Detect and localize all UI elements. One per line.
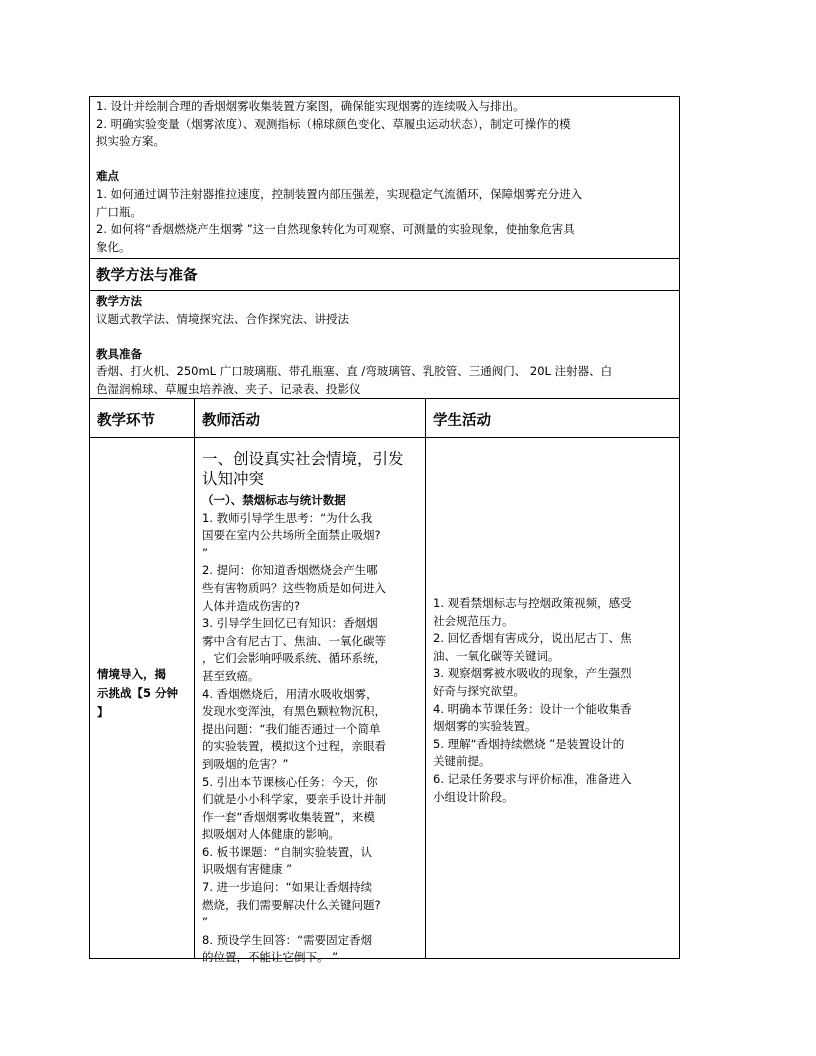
key-points-row	[89, 96, 680, 258]
text-line: 象化。	[96, 239, 131, 254]
key-points-list-a	[90, 97, 679, 256]
text-line: 识吸烟有害健康 ”	[202, 862, 293, 877]
student-activity-cell	[426, 438, 679, 958]
methods-content-row	[89, 290, 680, 398]
text-line: ，它们会影响呼吸系统、循环系统，	[202, 651, 386, 666]
text-line: 香烟、打火机、250mL 广口玻璃瓶、带孔瓶塞、直 /弯玻璃管、乳胶管、三通阀门、 20L 注射器、白	[96, 364, 613, 379]
header-stage: 教学环节	[90, 399, 195, 437]
text-line: 些有害物质吗？这些物质是如何进入	[202, 580, 386, 595]
text-line: 雾中含有尼古丁、焦油、一氧化碳等	[202, 633, 386, 648]
text-line: 的实验装置，模拟这个过程，亲眼看	[202, 739, 386, 754]
lesson-plan-table	[89, 96, 680, 965]
text-line: 提出问题：“我们能否通过一个简单	[202, 721, 381, 736]
text-line: 到吸烟的危害？”	[202, 756, 289, 771]
text-line: 2. 如何将“香烟燃烧产生烟雾 ”这一自然现象转化为可观察、可测量的实验现象，使抽象危害具	[96, 222, 575, 237]
text-line: 2. 明确实验变量（烟雾浓度）、观测指标（棉球颜色变化、草履虫运动状态），制定可操作的模	[96, 116, 571, 131]
stage-cell	[90, 438, 195, 958]
method-text: 议题式教学法、情境探究法、合作探究法、讲授法	[96, 311, 349, 326]
text-line: 拟实验方案。	[96, 134, 165, 149]
methods-heading-row	[89, 258, 680, 290]
difficulty-title: 难点	[96, 169, 119, 184]
method-title: 教学方法	[96, 294, 142, 308]
teacher-activity-cell	[195, 438, 426, 965]
text-line: 作一套“香烟烟雾收集装置”，来模	[202, 809, 375, 824]
teacher-subtitle: （一）、禁烟标志与统计数据	[202, 493, 346, 507]
text-line: ”	[202, 915, 208, 930]
text-line: 油、一氧化碳等关键词。	[433, 648, 560, 663]
text-line: 7. 进一步追问：“如果让香烟持续	[202, 880, 373, 895]
header-teacher: 教师活动	[195, 399, 426, 437]
text-line: 拟吸烟对人体健康的影响。	[202, 827, 340, 842]
text-line: 国要在室内公共场所全面禁止吸烟?	[202, 528, 381, 543]
text-line: 1. 如何通过调节注射器推拉速度，控制装置内部压强差，实现稳定气流循环，保障烟雾充分进入	[96, 186, 583, 201]
text-line: 5. 理解“香烟持续燃烧 ”是装置设计的	[433, 736, 625, 751]
text-line: 4. 香烟燃烧后，用清水吸收烟雾，	[202, 686, 378, 701]
table-header-row	[89, 398, 680, 437]
text-line: 5. 引出本节课核心任务：今天，你	[202, 774, 378, 789]
text-line: 2. 提问：你知道香烟燃烧会产生哪	[202, 563, 378, 578]
teacher-section-title	[202, 447, 419, 489]
text-line: 认知冲突	[202, 470, 265, 488]
text-line: 】	[97, 705, 109, 719]
text-line: 好奇与探究欲望。	[433, 683, 525, 698]
text-line: 们就是小小科学家，要亲手设计并制	[202, 792, 386, 807]
text-line: 1. 设计并绘制合理的香烟烟雾收集装置方案图，确保能实现烟雾的连续吸入与排出。	[96, 99, 525, 113]
text-line: 烟烟雾的实验装置。	[433, 719, 537, 734]
text-line: 人体并造成伤害的?	[202, 598, 301, 613]
text-line: 社会规范压力。	[433, 613, 514, 628]
header-student: 学生活动	[433, 413, 491, 429]
text-line: 燃烧，我们需要解决什么关键问题?	[202, 897, 381, 912]
text-line: 3. 引导学生回忆已有知识：香烟烟	[202, 616, 378, 631]
section-title: 教学方法与准备	[96, 268, 198, 284]
text-line: 发现水变浑浊，有黑色颗粒物沉积，	[202, 704, 386, 719]
text-line: 1. 观看禁烟标志与控烟政策视频，感受	[433, 596, 632, 610]
text-line: 的位置，不能让它倒下。 ”	[202, 950, 339, 965]
table-row	[89, 437, 680, 965]
text-line: 小组设计阶段。	[433, 789, 514, 804]
text-line: 4. 明确本节课任务：设计一个能收集香	[433, 701, 632, 716]
text-line: 甚至致癌。	[202, 668, 260, 683]
text-line: 2. 回忆香烟有害成分，说出尼古丁、焦	[433, 631, 632, 646]
text-line: 一、创设真实社会情境，引发	[202, 450, 404, 468]
text-line: 情境导入，揭	[97, 667, 166, 681]
text-line: 8. 预设学生回答：“需要固定香烟	[202, 932, 373, 947]
text-line: 1. 教师引导学生思考：“为什么我	[202, 510, 373, 525]
text-line: 6. 记录任务要求与评价标准，准备进入	[433, 771, 632, 786]
tools-title: 教具准备	[96, 346, 142, 361]
text-line: 关键前提。	[433, 754, 491, 769]
text-line: 色湿润棉球、草履虫培养液、夹子、记录表、投影仪	[96, 381, 361, 396]
text-line: 广口瓶。	[96, 204, 142, 219]
text-line: 3. 观察烟雾被水吸收的现象，产生强烈	[433, 666, 632, 681]
text-line: 示挑战【5 分钟	[97, 686, 179, 700]
text-line: ”	[202, 545, 208, 560]
text-line: 6. 板书课题：“自制实验装置，认	[202, 844, 373, 859]
